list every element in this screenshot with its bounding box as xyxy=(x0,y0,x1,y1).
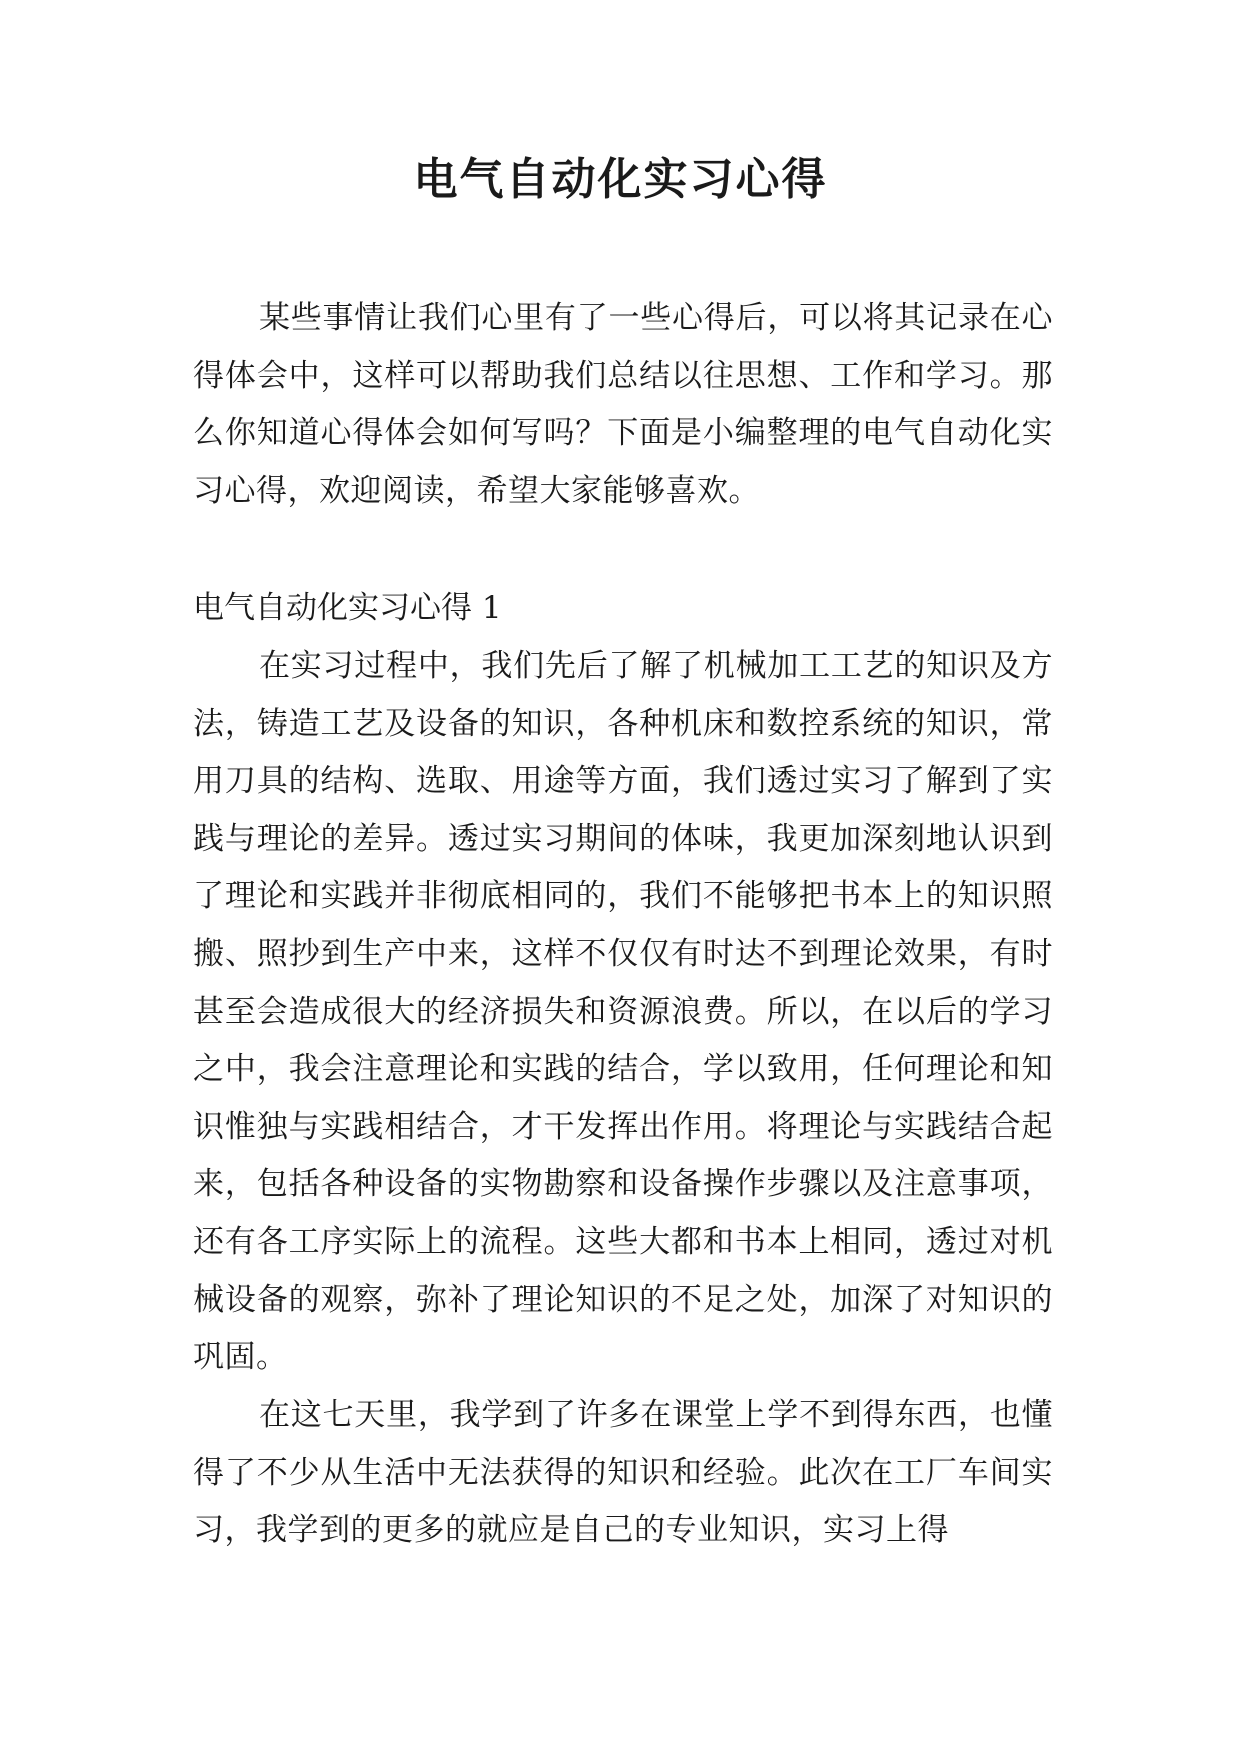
intro-paragraph: 某些事情让我们心里有了一些心得后，可以将其记录在心得体会中，这样可以帮助我们总结以往思想、工作和学习。那么你知道心得体会如何写吗？下面是小编整理的电气自动化实习心得，欢迎阅读，希望大家能够喜欢。 xyxy=(193,300,1053,509)
body-paragraph-1: 在实习过程中，我们先后了解了机械加工工艺的知识及方法，铸造工艺及设备的知识，各种机床和数控系统的知识，常用刀具的结构、选取、用途等方面，我们透过实习了解到了实践与理论的差异。透过实习期间的体味，我更加深刻地认识到了理论和实践并非彻底相同的，我们不能够把书本上的知识照搬、照抄到生产中来，这样不仅仅有时达不到理论效果，有时甚至会造成很大的经济损失和资源浪费。所以，在以后的学习之中，我会注意理论和实践的结合，学以致用，任何理论和知识惟独与实践相结合，才干发挥出作用。将理论与实践结合起来，包括各种设备的实物勘察和设备操作步骤以及注意事项，还有各工序实际上的流程。这些大都和书本上相同，透过对机械设备的观察，弥补了理论知识的不足之处，加深了对知识的巩固。 xyxy=(193,648,1053,1376)
body-paragraph-2: 在这七天里，我学到了许多在课堂上学不到得东西，也懂得了不少从生活中无法获得的知识和经验。此次在工厂车间实习，我学到的更多的就应是自己的专业知识，实习上得 xyxy=(193,1397,1053,1549)
section-heading: 电气自动化实习心得 1 xyxy=(193,590,502,626)
document-title: 电气自动化实习心得 xyxy=(413,154,828,205)
